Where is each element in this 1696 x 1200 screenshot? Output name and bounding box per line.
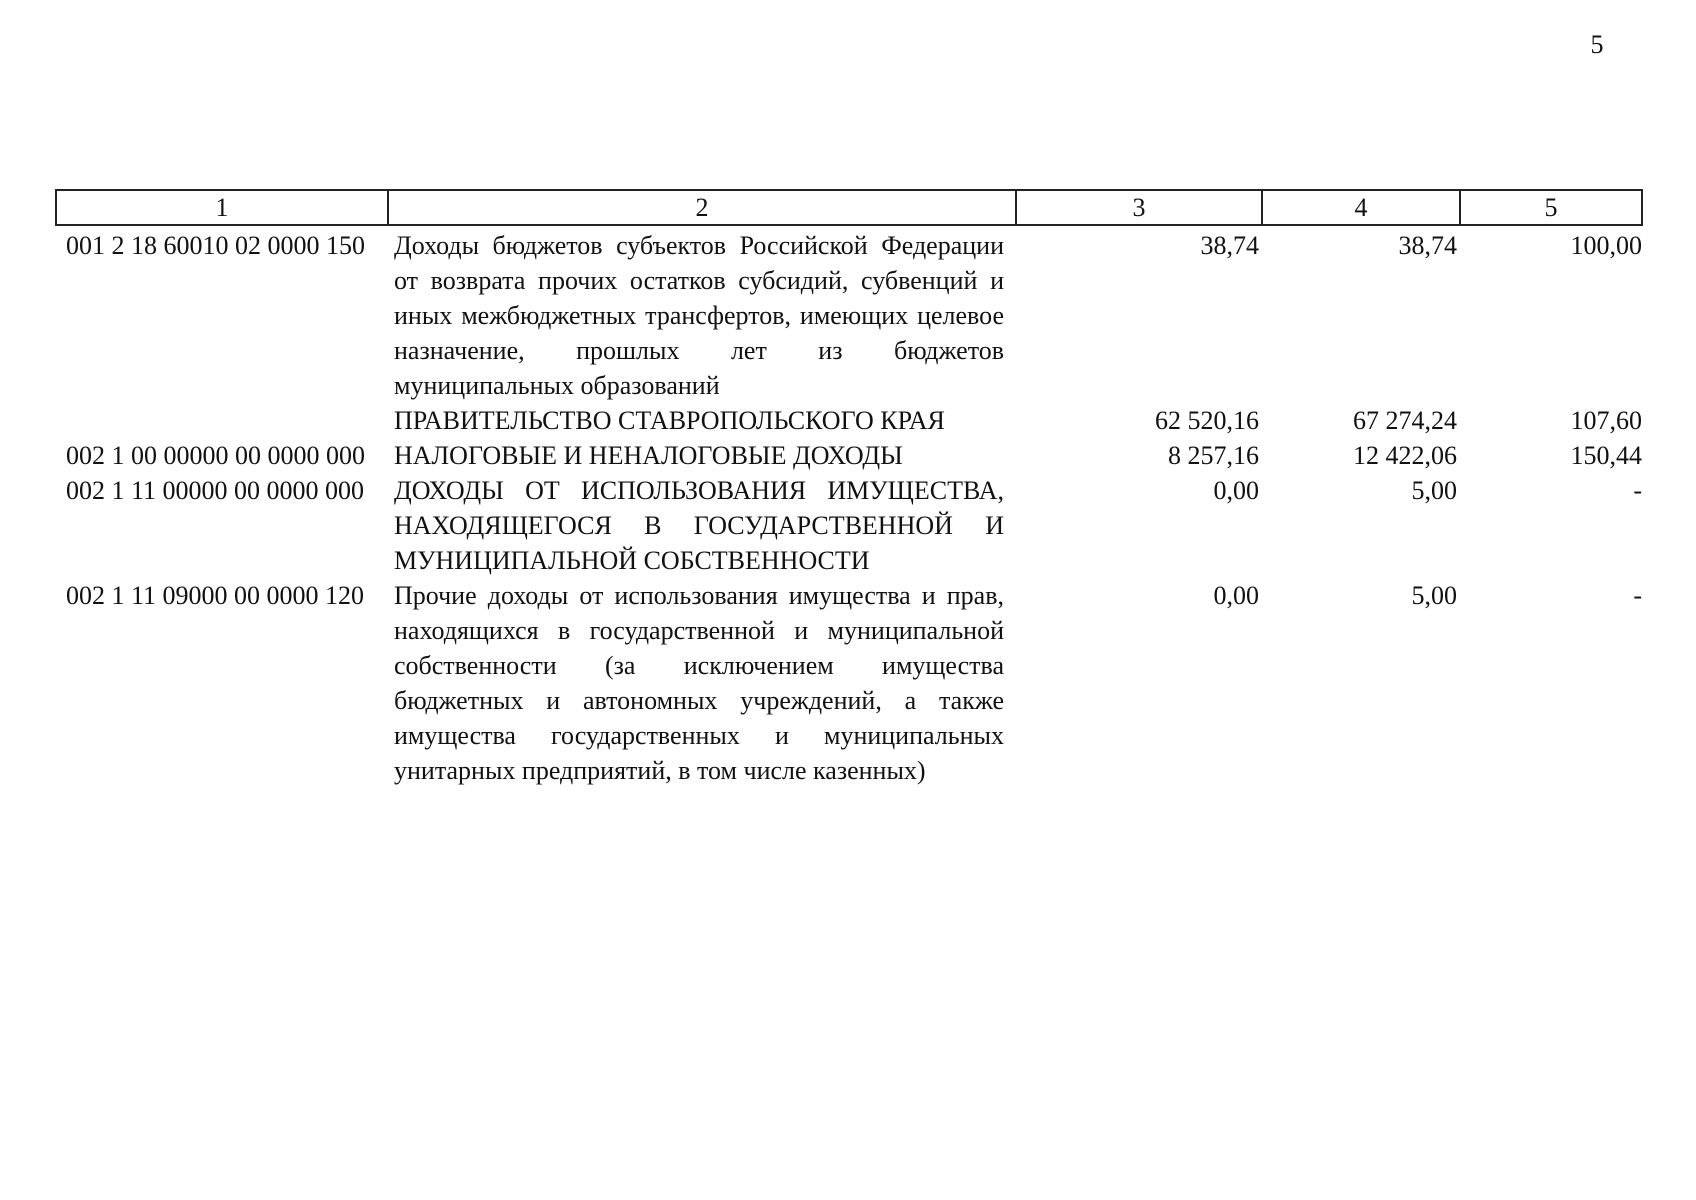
row-col3-value: 62 520,16 — [1155, 406, 1259, 435]
budget-table — [55, 189, 1643, 788]
row-col4-value: 67 274,24 — [1353, 406, 1457, 435]
table-row — [56, 438, 1642, 473]
header-col-1: 1 — [56, 190, 388, 225]
header-row — [56, 190, 1642, 225]
header-col-4: 4 — [1262, 190, 1460, 225]
row-code: 002 1 00 00000 00 0000 000 — [66, 441, 365, 470]
row-col5-value: - — [1633, 476, 1642, 505]
row-col3-value: 8 257,16 — [1168, 441, 1259, 470]
table-header — [56, 190, 1642, 225]
header-col-2: 2 — [388, 190, 1016, 225]
row-col4-value: 5,00 — [1411, 476, 1457, 505]
row-col4-value: 38,74 — [1398, 231, 1457, 260]
page-number: 5 — [1590, 30, 1604, 59]
row-col4-value: 5,00 — [1411, 581, 1457, 610]
row-col3-value: 0,00 — [1213, 581, 1259, 610]
table-body — [56, 225, 1642, 788]
header-col-3: 3 — [1016, 190, 1262, 225]
table-row — [56, 473, 1642, 578]
row-col5-value: 100,00 — [1570, 231, 1642, 260]
row-col3-value: 0,00 — [1213, 476, 1259, 505]
header-col-5: 5 — [1460, 190, 1642, 225]
row-col5-value: 150,44 — [1570, 441, 1642, 470]
row-code: 002 1 11 00000 00 0000 000 — [66, 476, 365, 505]
row-name: Доходы бюджетов субъектов Российской Федерации от возврата прочих остатков субсидий, субвенций и иных межбюджетных трансфертов, имеющих целевое назначение, прошлых лет из бюджетов муниципальных образований — [394, 231, 1004, 400]
row-col4-value: 12 422,06 — [1353, 441, 1457, 470]
row-col5-value: 107,60 — [1570, 406, 1642, 435]
table-row — [56, 578, 1642, 788]
table-row — [56, 225, 1642, 403]
row-code: 001 2 18 60010 02 0000 150 — [66, 231, 365, 260]
row-col3-value: 38,74 — [1200, 231, 1259, 260]
row-name: Прочие доходы от использования имущества и прав, находящихся в государственной и муниципальной собственности (за исключением имущества бюджетных и автономных учреждений, а также имущества государственных и муниципальных унитарных предприятий, в том числе казенных) — [394, 581, 1004, 785]
row-col5-value: - — [1633, 581, 1642, 610]
row-code: 002 1 11 09000 00 0000 120 — [66, 581, 365, 610]
row-name: ДОХОДЫ ОТ ИСПОЛЬЗОВАНИЯ ИМУЩЕСТВА, НАХОДЯЩЕГОСЯ В ГОСУДАРСТВЕННОЙ И МУНИЦИПАЛЬНОЙ СОБСТВЕННОСТИ — [394, 476, 1004, 575]
row-name: ПРАВИТЕЛЬСТВО СТАВРОПОЛЬСКОГО КРАЯ — [394, 406, 945, 435]
row-code — [56, 403, 388, 438]
table-row — [56, 403, 1642, 438]
row-name: НАЛОГОВЫЕ И НЕНАЛОГОВЫЕ ДОХОДЫ — [394, 441, 903, 470]
